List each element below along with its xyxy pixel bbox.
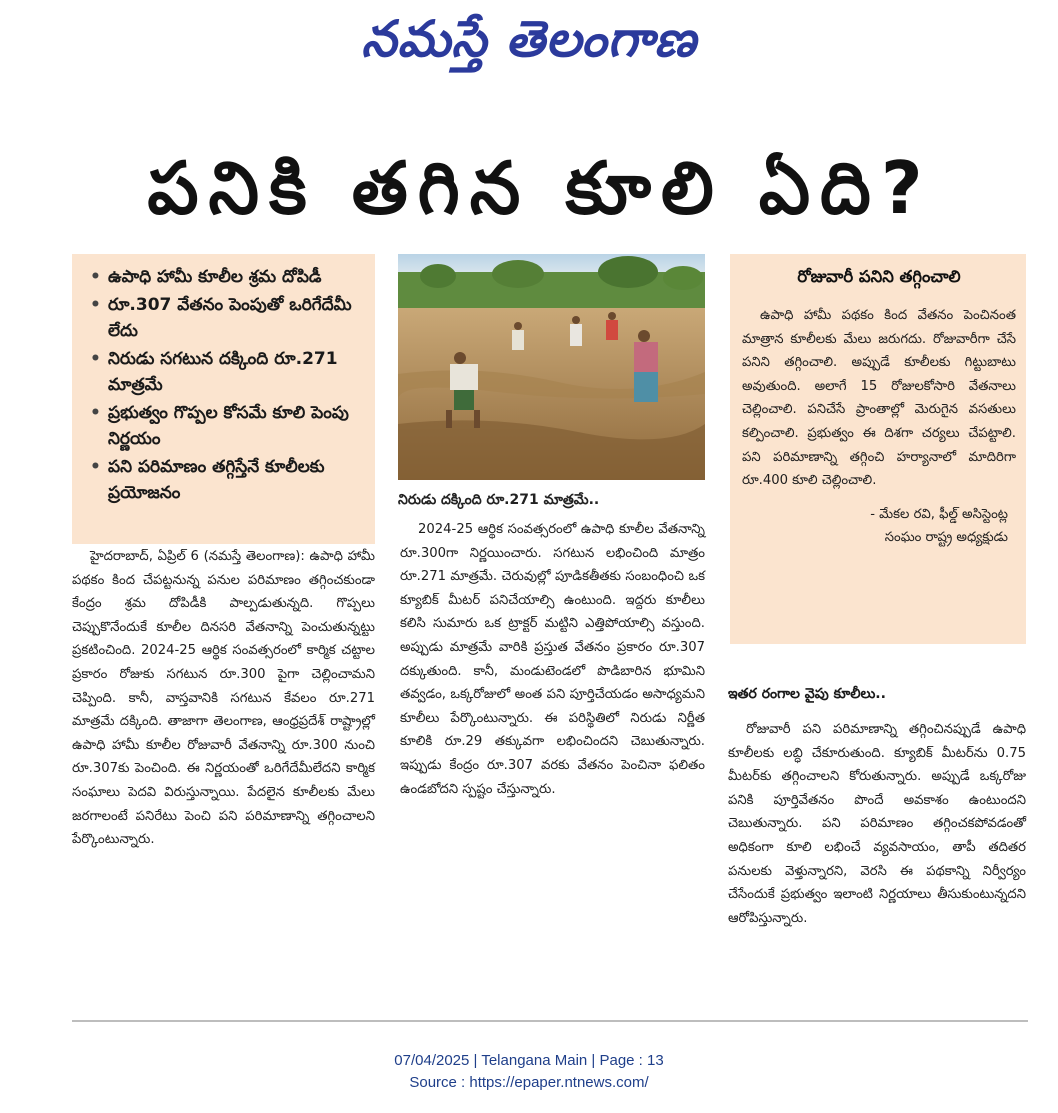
quote-attribution [742,503,1016,550]
highlight-item: • ప్రభుత్వం గొప్పల కోసమే కూలి పెంపు నిర్ణయం [86,400,365,453]
highlight-item: • ఉపాధి హామీ కూలీల శ్రమ దోపిడీ [86,264,365,291]
page-footer [0,1050,1058,1094]
article-column-2 [400,518,705,998]
quote-title: రోజువారీ పనిని తగ్గించాలి [797,267,961,286]
highlights-box [72,254,375,544]
highlights-list [86,264,365,507]
article-paragraph: రోజువారీ పని పరిమాణాన్ని తగ్గించినప్పుడే ఉపాధి కూలీలకు లబ్ధి చేకూరుతుంది. క్యూబిక్ మీటర్‌ను 0.75 మీటర్‌కు తగ్గించాలని కోరుతున్నారు. అప్పుడే ఒక్కరోజు పనికి పూర్తివేతనం పొందే అవకాశం ఉంటుందని చెబుతున్నారు. పని పరిమాణం తగ్గించకపోవడంతో అధికంగా కూలి లభించే వ్యవసాయం, తాపీ తదితర పనులకు వెళ్తున్నారని, వెరసి ఈ పథకాన్ని నిర్వీర్యం చేసేందుకే ప్రభుత్వం ఇలాంటి నిర్ణయాలు తీసుకుంటున్నదని ఆరోపిస్తున్నారు. [728,722,1026,926]
footer-divider [72,1020,1028,1022]
photo-caption: నిరుడు దక్కింది రూ.271 మాత్రమే.. [398,492,600,508]
article-paragraph: 2024-25 ఆర్థిక సంవత్సరంలో ఉపాధి కూలీల వేతనాన్ని రూ.300గా నిర్ణయించారు. సగటున లభించింది మాత్రం రూ.271 మాత్రమే. చెరువుల్లో పూడికతీతకు సంబంధించి ఒక క్యూబిక్ మీటర్ పనిచేయాల్సి ఉంటుంది. ఇద్దరు కూలీలు కలిసి సుమారు ఒక ట్రాక్టర్ మట్టిని ఎత్తిపోయాల్సి వస్తుంది. అప్పుడు మాత్రమే వారికి ప్రస్తుత వేతనం ప్రకారం రూ.307 దక్కుతుంది. కానీ, మండుటెండలో పొడిబారిన భూమిని తవ్వడం, ఒక్కరోజులో అంత పని పూర్తిచేయడం అసాధ్యమని కూలీలు పేర్కొంటున్నారు. ఈ పరిస్థితిలో నిరుడు నిర్ణీత కూలికి రూ.29 తక్కువగా లభించిందని చెబుతున్నారు. ఇప్పుడు కేంద్రం రూ.307 వరకు వేతనం పెంచినా ఫలితం ఉండబోదని స్పష్టం చేస్తున్నారు. [400,522,705,797]
footer-edition-info: 07/04/2025 | Telangana Main | Page : 13 [394,1052,664,1069]
highlight-item: • పని పరిమాణం తగ్గిస్తేనే కూలీలకు ప్రయోజనం [86,454,365,507]
article-photo [398,254,705,480]
article-column-3 [728,718,1026,998]
highlight-item: • రూ.307 వేతనం పెంపుతో ఒరిగేదేమీ లేదు [86,292,365,345]
article-headline: పనికి తగిన కూలి ఏది? [147,146,933,230]
quote-box [730,254,1026,644]
quote-body [742,304,1016,493]
newspaper-masthead: నమస్తే తెలంగాణ [361,9,697,68]
attribution-name: - మేకల రవి, ఫీల్డ్ అసిస్టెంట్ల [870,506,1008,522]
field-workers-photo [398,254,705,480]
section-subheading: ఇతర రంగాల వైపు కూలీలు.. [728,686,886,702]
quote-paragraph: ఉపాధి హామీ పథకం కింద వేతనం పెంచినంత మాత్రాన కూలీలకు మేలు జరుగదు. రోజువారీగా చేసే పనిని తగ్గించాలి. అప్పుడే కూలీలకు గిట్టుబాటు అవుతుంది. అలాగే 15 రోజులకోసారి వేతనాలు చెల్లించాలి. పనిచేసే ప్రాంతాల్లో మెరుగైన వసతులు కల్పించాలి. ప్రభుత్వం ఈ దిశగా చర్యలు చేపట్టాలి. పని పరిమాణాన్ని తగ్గించి హర్యానాలో మాదిరిగా రూ.400 కూలి చెల్లించాలి. [742,308,1016,489]
footer-source-link[interactable]: Source : https://epaper.ntnews.com/ [409,1074,649,1091]
article-column-1 [72,545,375,995]
highlight-item: • నిరుడు సగటున దక్కింది రూ.271 మాత్రమే [86,346,365,399]
article-paragraph: హైదరాబాద్, ఏప్రిల్ 6 (నమస్తే తెలంగాణ): ఉపాధి హామీ పథకం కింద చేపట్టనున్న పనుల పరిమాణం తగ్గించకుండా కేంద్రం శ్రమ దోపిడీకి పాల్పడుతున్నది. గొప్పలు చెప్పుకొనేందుకే కూలీల దినసరి వేతనాన్ని పెంచుతున్నట్టు ప్రకటించింది. 2024-25 ఆర్థిక సంవత్సరంలో కార్మిక చట్టాల ప్రకారం రోజుకు సగటున రూ.300 పైగా చెల్లించామని చెప్పింది. కానీ, వాస్తవానికి సగటున కేవలం రూ.271 మాత్రమే దక్కింది. తాజాగా తెలంగాణ, ఆంధ్రప్రదేశ్ రాష్ట్రాల్లో ఉపాధి హామీ కూలీల రోజువారీ వేతనాన్ని రూ.300 నుంచి రూ.307కు పెంచింది. ఈ నిర్ణయంతో ఒరిగేదేమీలేదని కార్మిక సంఘాలు పెదవి విరుస్తున్నాయి. పేదలైన కూలీలకు మేలు జరగాలంటే పనిరేటు పెంచి పని పరిమాణాన్ని తగ్గించాలని పేర్కొంటున్నారు. [72,549,375,848]
attribution-org: సంఘం రాష్ట్ర అధ్యక్షుడు [884,530,1008,546]
